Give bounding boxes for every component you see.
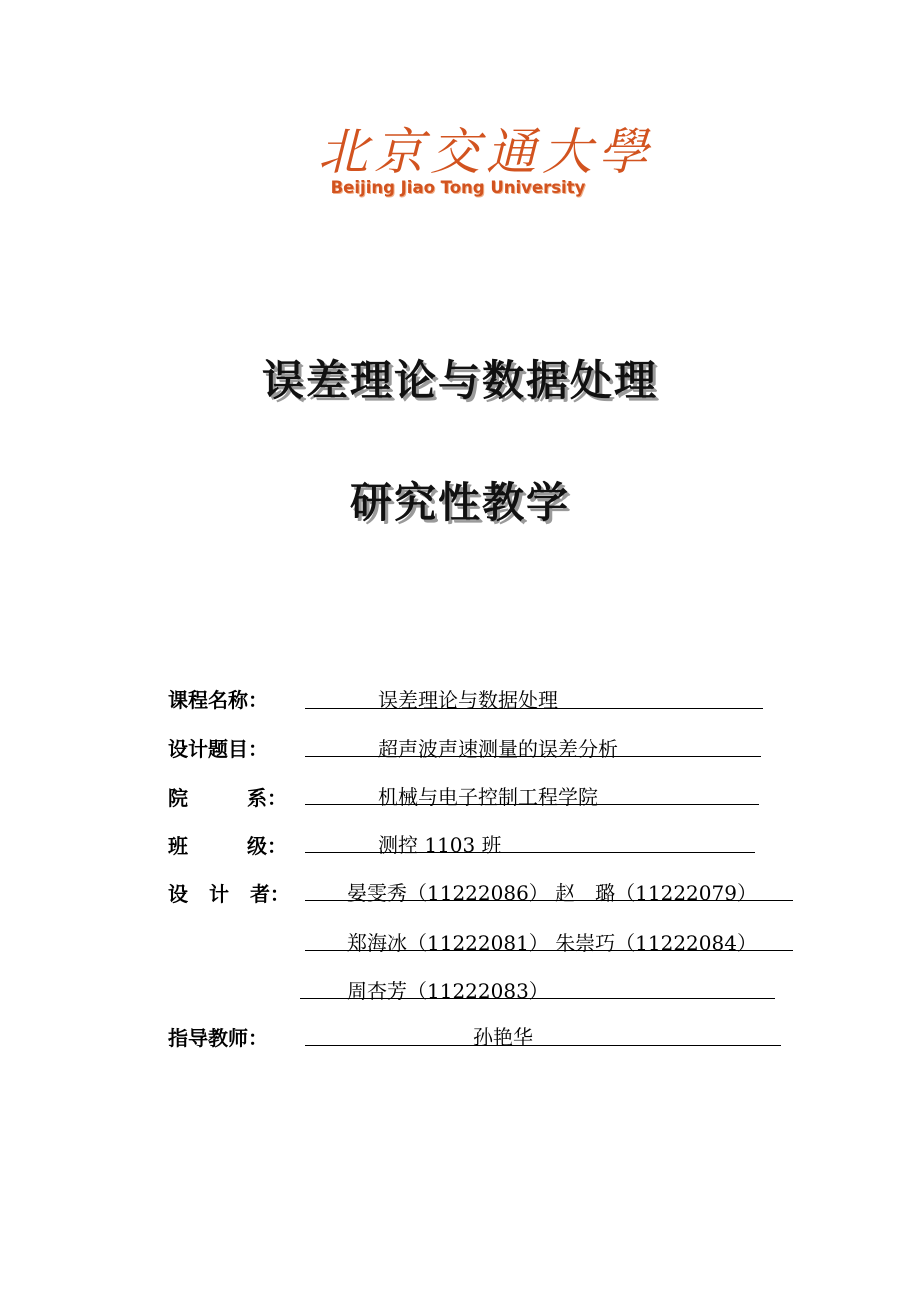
class-label-char1: 班 xyxy=(168,834,188,858)
designers-line-3: 周杏芳（11222083） xyxy=(347,979,549,1003)
university-logo xyxy=(312,112,654,208)
designers-label-char3: 者： xyxy=(249,882,290,906)
class-value: 测控 1103 班 xyxy=(378,833,502,857)
designers-label-char1: 设 xyxy=(168,882,188,906)
department-label-char1: 院 xyxy=(168,786,188,810)
course-label: 课程名称： xyxy=(168,688,268,712)
topic-label: 设计题目： xyxy=(168,737,268,761)
advisor-underline xyxy=(305,1045,781,1046)
logo-english-name: Beijing Jiao Tong University xyxy=(330,178,586,197)
designers-line-2: 郑海冰（11222081） 朱崇巧（11222084） xyxy=(347,931,757,955)
class-label-char2: 级： xyxy=(246,834,287,858)
department-value: 机械与电子控制工程学院 xyxy=(378,785,598,809)
designers-label-char2: 计 xyxy=(208,882,229,906)
main-title: 误差理论与数据处理 xyxy=(261,356,658,405)
topic-value: 超声波声速测量的误差分析 xyxy=(378,737,618,761)
class-label xyxy=(168,830,287,859)
designers-line-1: 晏雯秀（11222086） 赵 璐（11222079） xyxy=(347,881,757,905)
logo-chinese-calligraphy: 北京交通大學 xyxy=(318,123,654,181)
class-underline xyxy=(305,852,755,853)
sub-title: 研究性教学 xyxy=(349,478,570,527)
department-label-char2: 系： xyxy=(246,786,287,810)
designers-label xyxy=(168,878,290,907)
advisor-value: 孙艳华 xyxy=(473,1025,533,1049)
department-label xyxy=(168,782,287,811)
advisor-label: 指导教师： xyxy=(168,1026,268,1050)
course-value: 误差理论与数据处理 xyxy=(378,688,558,712)
